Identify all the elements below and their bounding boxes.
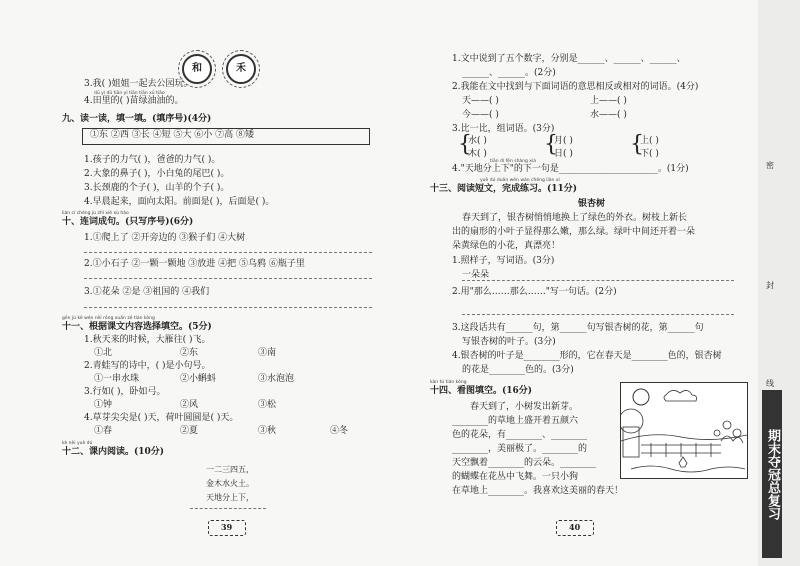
sec11-q1-opt: ①北 (94, 348, 113, 358)
grass-line (631, 466, 745, 472)
poem-line: 一二三四五， (206, 465, 254, 474)
story-line: 出的扇形的小叶子显得那么嫩，那么绿。绿叶中间还开着一朵 (452, 227, 696, 237)
sec13-q1-example: 一朵朵 (462, 270, 490, 280)
spring-scene-illustration (620, 382, 748, 479)
sec14-title: 十四、看图填空。(16分) (430, 386, 533, 396)
sec13-title: 十三、阅读短文，完成练习。(11分) (430, 184, 578, 194)
sec11-q1: 1.秋天来的时候，大雁往( )飞。 (84, 335, 211, 345)
answer-line (84, 278, 372, 279)
sec11-q4-opt: ④冬 (330, 426, 349, 436)
r-q4: 4."天地分上下"的下一句是______________________。(1分) (452, 164, 689, 174)
sec14-line: 天空飘着________的云朵。________ (452, 458, 597, 468)
page-number: 40 (569, 522, 581, 532)
poem-underline (190, 508, 266, 509)
badge-he: 和 (182, 54, 212, 84)
q4-text: 4.田里的( )苗绿油油的。 (84, 96, 184, 106)
book-title-tab: 期末夺冠总复习 (762, 390, 782, 558)
sec13-q4b: 的花是________色的。(3分) (462, 365, 574, 375)
flower-icon (723, 421, 731, 429)
r-q2: 2.我能在文中找到与下面词语的意思相反或相对的词语。(4分) (452, 82, 699, 92)
spine-label: 密 (766, 161, 774, 170)
sec11-q4-opt: ③秋 (258, 426, 277, 436)
r-q2-pair: 水——( ) (590, 110, 627, 120)
sec11-title: 十一、根据课文内容选择填空。(5分) (62, 322, 212, 332)
brace: { (630, 132, 644, 157)
r-q1b: ______、______。(2分) (462, 68, 556, 78)
sec11-q2-opt: ③水泡泡 (258, 374, 295, 384)
sec13-q3b: 写银杏树的叶子。(3分) (462, 337, 556, 347)
page-number: 39 (221, 522, 233, 532)
r-q2-pair: 天——( ) (462, 96, 499, 106)
sec11-q2: 2.青蛙写的诗中，( )是小句号。 (84, 361, 211, 371)
r-q3-word: 木( ) (468, 149, 487, 159)
sec13-q2: 2.用"那么……那么……"写一句话。(2分) (452, 287, 617, 297)
sec14-pinyin: kàn tú tián kòng (430, 380, 467, 385)
sec13-q3: 3.这段话共有______句，第______句写银杏树的花，第______句 (452, 323, 704, 333)
spine-label: 封 (766, 281, 774, 290)
story-title: 银杏树 (578, 199, 606, 209)
sec10-q1: 1.①爬上了 ②开旁边的 ③猴子们 ④大树 (84, 233, 246, 243)
sec11-q2-opt: ①一串水珠 (94, 374, 140, 384)
sec14-line: 在草地上________。我喜欢这美丽的春天！ (452, 486, 624, 496)
sec10-pinyin: lián cí chéng jù zhǐ xiě xù hào (62, 211, 129, 216)
sec10-q2: 2.①小石子 ②一颗一颗地 ③放进 ④把 ⑤乌鸦 ⑥瓶子里 (84, 259, 305, 269)
sec11-q3: 3.行如( )，卧如弓。 (84, 387, 166, 397)
story-line: 朵黄绿色的小花，真漂亮！ (452, 241, 561, 251)
sec14-line: ________，美丽极了。________的 (452, 444, 588, 454)
flower-icon (733, 429, 741, 437)
tree-icon (621, 409, 643, 433)
answer-line (462, 280, 734, 281)
poem-line: 金木水火土。 (206, 479, 254, 488)
answer-line (84, 307, 372, 308)
hill-line (621, 435, 747, 441)
answer-line (462, 314, 734, 315)
sec11-q4: 4.草芽尖尖是( )天，荷叶圆圆是( )天。 (84, 413, 239, 423)
sec14-line: 色的花朵，有________、________ (452, 430, 588, 440)
sec11-pinyin: gēn jù kè wén nèi róng xuǎn zé tián kòng (62, 316, 155, 321)
sec14-line: 春天到了，小树发出新芽。 (470, 402, 579, 412)
r-q3-word: 月( ) (554, 136, 573, 146)
sec9-q3: 3.长颈鹿的个子( )，山羊的个子( )。 (84, 183, 230, 193)
dog-icon (679, 457, 687, 467)
sec14-line: 的蝴蝶在花丛中飞舞。一只小狗 (452, 472, 579, 482)
sec9-options: ①东 ②西 ③长 ④短 ⑤大 ⑥小 ⑦高 ⑧矮 (90, 130, 255, 140)
sec11-q2-opt: ②小蝌蚪 (180, 374, 217, 384)
sec10-title: 十、连词成句。(只写序号)(6分) (62, 217, 194, 227)
sec9-q4: 4.早晨起来，面向太阳。前面是( )，后面是( )。 (84, 197, 275, 207)
r-q1: 1.文中说到了五个数字，分别是______、______、______、 (452, 54, 686, 64)
answer-line (84, 252, 372, 253)
cloud-icon (664, 390, 697, 401)
r-q3-word: 下( ) (640, 149, 659, 159)
r-q3: 3.比一比，组词语。(3分) (452, 124, 555, 134)
poem-line: 天地分上下， (206, 493, 254, 502)
sec13-pinyin: yuè dú duǎn wén wán chéng liàn xí (480, 178, 560, 183)
sec11-q1-opt: ②东 (180, 348, 199, 358)
story-line: 春天到了，银杏树悄悄地换上了绿色的外衣。树枝上新长 (462, 213, 688, 223)
sec13-q1: 1.照样子，写词语。(3分) (452, 256, 555, 266)
q3-text: 3.我( )姐姐一起去公园玩。 (84, 79, 193, 89)
brace: { (544, 132, 558, 157)
sec11-q1-opt: ③南 (258, 348, 277, 358)
r-q2-pair: 上——( ) (590, 96, 627, 106)
r-q4-pinyin: tiān dì fēn shàng xià (490, 159, 536, 164)
sec11-q3-opt: ①钟 (94, 400, 113, 410)
sec12-pinyin: kè nèi yuè dú (62, 441, 93, 446)
spring-scene-svg (621, 383, 747, 478)
sec12-title: 十二、课内阅读。(10分) (62, 447, 165, 457)
spine-label: 线 (766, 379, 774, 388)
q4-pinyin: dū yì dū tiān yì tiān tiān xū tiāo (94, 91, 165, 96)
sec11-q3-opt: ③松 (258, 400, 277, 410)
sec9-q1: 1.孩子的力气( )，爸爸的力气( )。 (84, 155, 221, 165)
sec9-q2: 2.大象的鼻子( )，小白兔的尾巴( )。 (84, 169, 230, 179)
sec9-title: 九、读一读，填一填。(填序号)(4分) (62, 114, 212, 124)
sec13-q4: 4.银杏树的叶子是________形的，它在春天是________色的，银杏树 (452, 351, 722, 361)
sec14-line: ________的草地上盛开着五颜六 (452, 416, 579, 426)
badge-he2: 禾 (226, 54, 256, 84)
sec11-q4-opt: ①春 (94, 426, 113, 436)
r-q3-word: 上( ) (640, 136, 659, 146)
flower-icon (714, 430, 720, 436)
butterfly-icon (721, 436, 743, 443)
brace: { (458, 132, 472, 157)
r-q3-word: 水( ) (468, 136, 487, 146)
sec11-q4-opt: ②夏 (180, 426, 199, 436)
sec10-q3: 3.①花朵 ②是 ③祖国的 ④我们 (84, 287, 210, 297)
sun-icon (633, 389, 649, 405)
sec11-q3-opt: ②风 (180, 400, 199, 410)
r-q2-pair: 今——( ) (462, 110, 499, 120)
r-q3-word: 日( ) (554, 149, 573, 159)
